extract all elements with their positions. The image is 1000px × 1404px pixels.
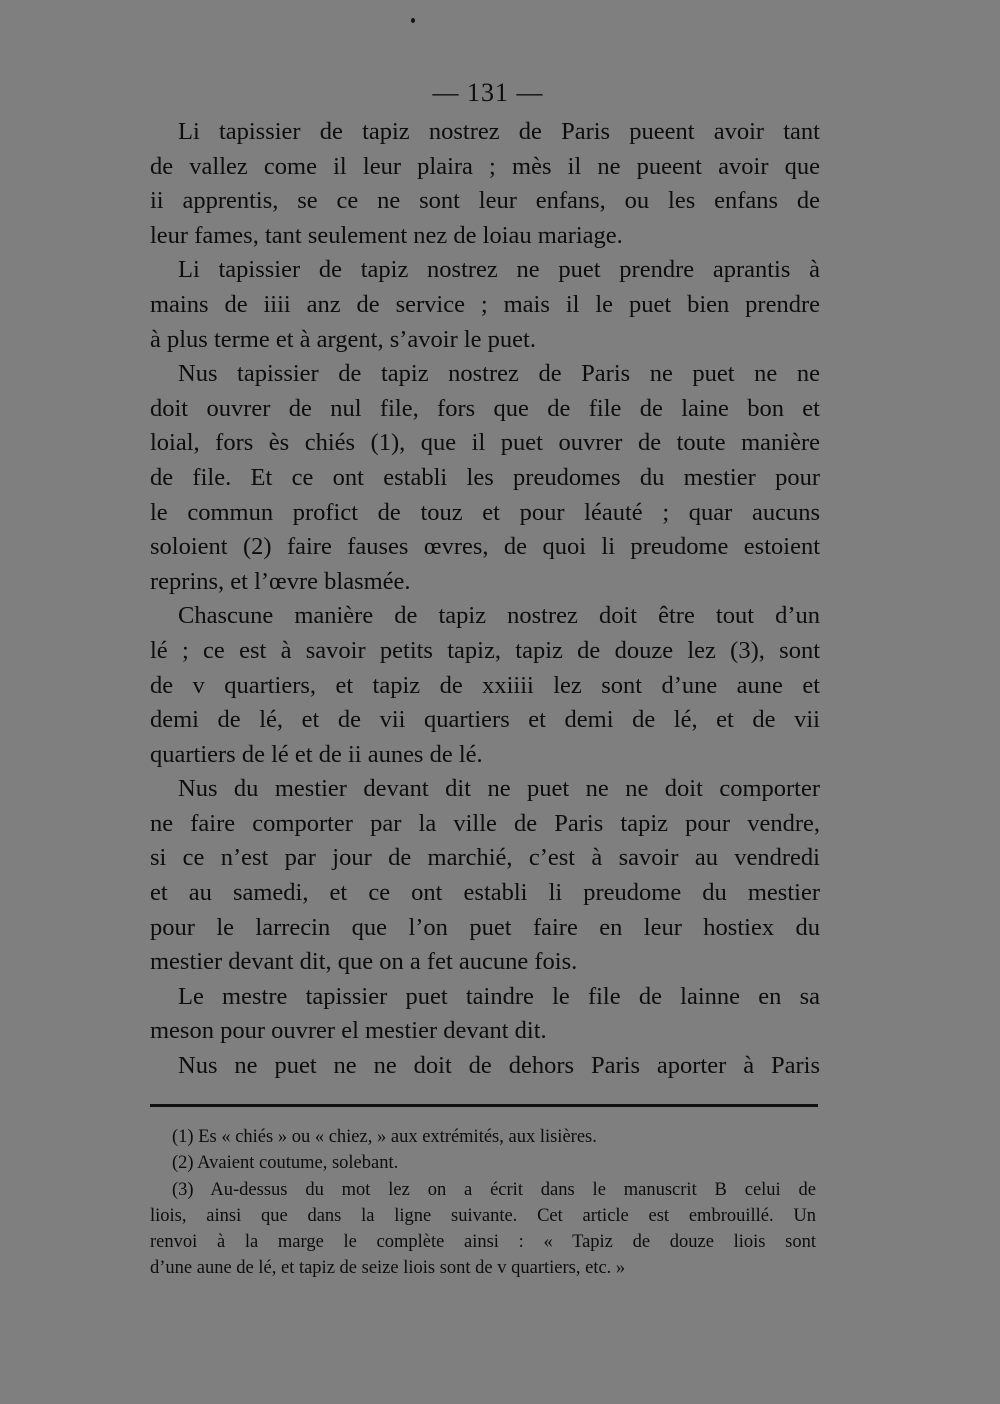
text-line: soloient (2) faire fauses œvres, de quoi li preudome estoient xyxy=(150,533,820,561)
text-line: le commun profict de touz et pour léauté ; quar aucuns xyxy=(150,498,820,526)
text-line: mestier devant dit, que on a fet aucune fois. xyxy=(150,948,578,976)
text-line: de file. Et ce ont establi les preudomes du mestier pour xyxy=(150,463,820,491)
footnote-line: (3) Au-dessus du mot lez on a écrit dans le manuscrit B celui de xyxy=(172,1179,816,1200)
text-line: pour le larrecin que l’on puet faire en leur hostiex du xyxy=(150,913,820,941)
text-line: loial, fors ès chiés (1), que il puet ouvrer de toute manière xyxy=(150,429,820,457)
body-text xyxy=(150,115,820,1084)
footnote-line: (2) Avaient coutume, solebant. xyxy=(172,1153,399,1174)
text-line: Nus tapissier de tapiz nostrez de Paris ne puet ne ne xyxy=(178,360,820,388)
footnote-line: liois, ainsi que dans la ligne suivante. Cet article est embrouillé. Un xyxy=(150,1205,816,1226)
footnote-divider xyxy=(150,1104,818,1107)
text-line: et au samedi, et ce ont establi li preudome du mestier xyxy=(150,879,820,907)
text-line: ii apprentis, se ce ne sont leur enfans, ou les enfans de xyxy=(150,187,820,215)
text-line: à plus terme et à argent, s’avoir le puet. xyxy=(150,325,536,353)
text-line: Le mestre tapissier puet taindre le file de lainne en sa xyxy=(178,982,820,1010)
text-line: Nus ne puet ne ne doit de dehors Paris aporter à Paris xyxy=(178,1052,820,1080)
text-line: Nus du mestier devant dit ne puet ne ne doit comporter xyxy=(178,775,820,803)
text-line: de vallez come il leur plaira ; mès il ne pueent avoir que xyxy=(150,152,820,180)
text-line: doit ouvrer de nul file, fors que de file de laine bon et xyxy=(150,394,820,422)
text-line: reprins, et l’œvre blasmée. xyxy=(150,567,411,595)
footnote-line: d’une aune de lé, et tapiz de seize liois sont de v quartiers, etc. » xyxy=(150,1258,626,1279)
footnote-line: renvoi à la marge le complète ainsi : « Tapiz de douze liois sont xyxy=(150,1232,816,1253)
footnotes xyxy=(150,1124,816,1282)
text-line: mains de iiii anz de service ; mais il le puet bien prendre xyxy=(150,290,820,318)
text-line: ne faire comporter par la ville de Paris tapiz pour vendre, xyxy=(150,809,820,837)
text-line: demi de lé, et de vii quartiers et demi de lé, et de vii xyxy=(150,706,820,734)
text-line: Li tapissier de tapiz nostrez de Paris pueent avoir tant xyxy=(178,118,820,145)
text-line: meson pour ouvrer el mestier devant dit. xyxy=(150,1017,547,1045)
text-line: quartiers de lé et de ii aunes de lé. xyxy=(150,740,483,768)
footnote-line: (1) Es « chiés » ou « chiez, » aux extrémités, aux lisières. xyxy=(172,1127,597,1147)
text-line: si ce n’est par jour de marchié, c’est à savoir au vendredi xyxy=(150,844,820,872)
text-line: de v quartiers, et tapiz de xxiiii lez sont d’une aune et xyxy=(150,671,820,699)
text-line: leur fames, tant seulement nez de loiau mariage. xyxy=(150,221,623,249)
ink-speck xyxy=(411,18,415,23)
text-line: Li tapissier de tapiz nostrez ne puet prendre aprantis à xyxy=(178,256,820,284)
page-number: — 131 — xyxy=(432,78,544,107)
text-line: Chascune manière de tapiz nostrez doit être tout d’un xyxy=(178,602,820,630)
text-line: lé ; ce est à savoir petits tapiz, tapiz de douze lez (3), sont xyxy=(150,636,820,664)
